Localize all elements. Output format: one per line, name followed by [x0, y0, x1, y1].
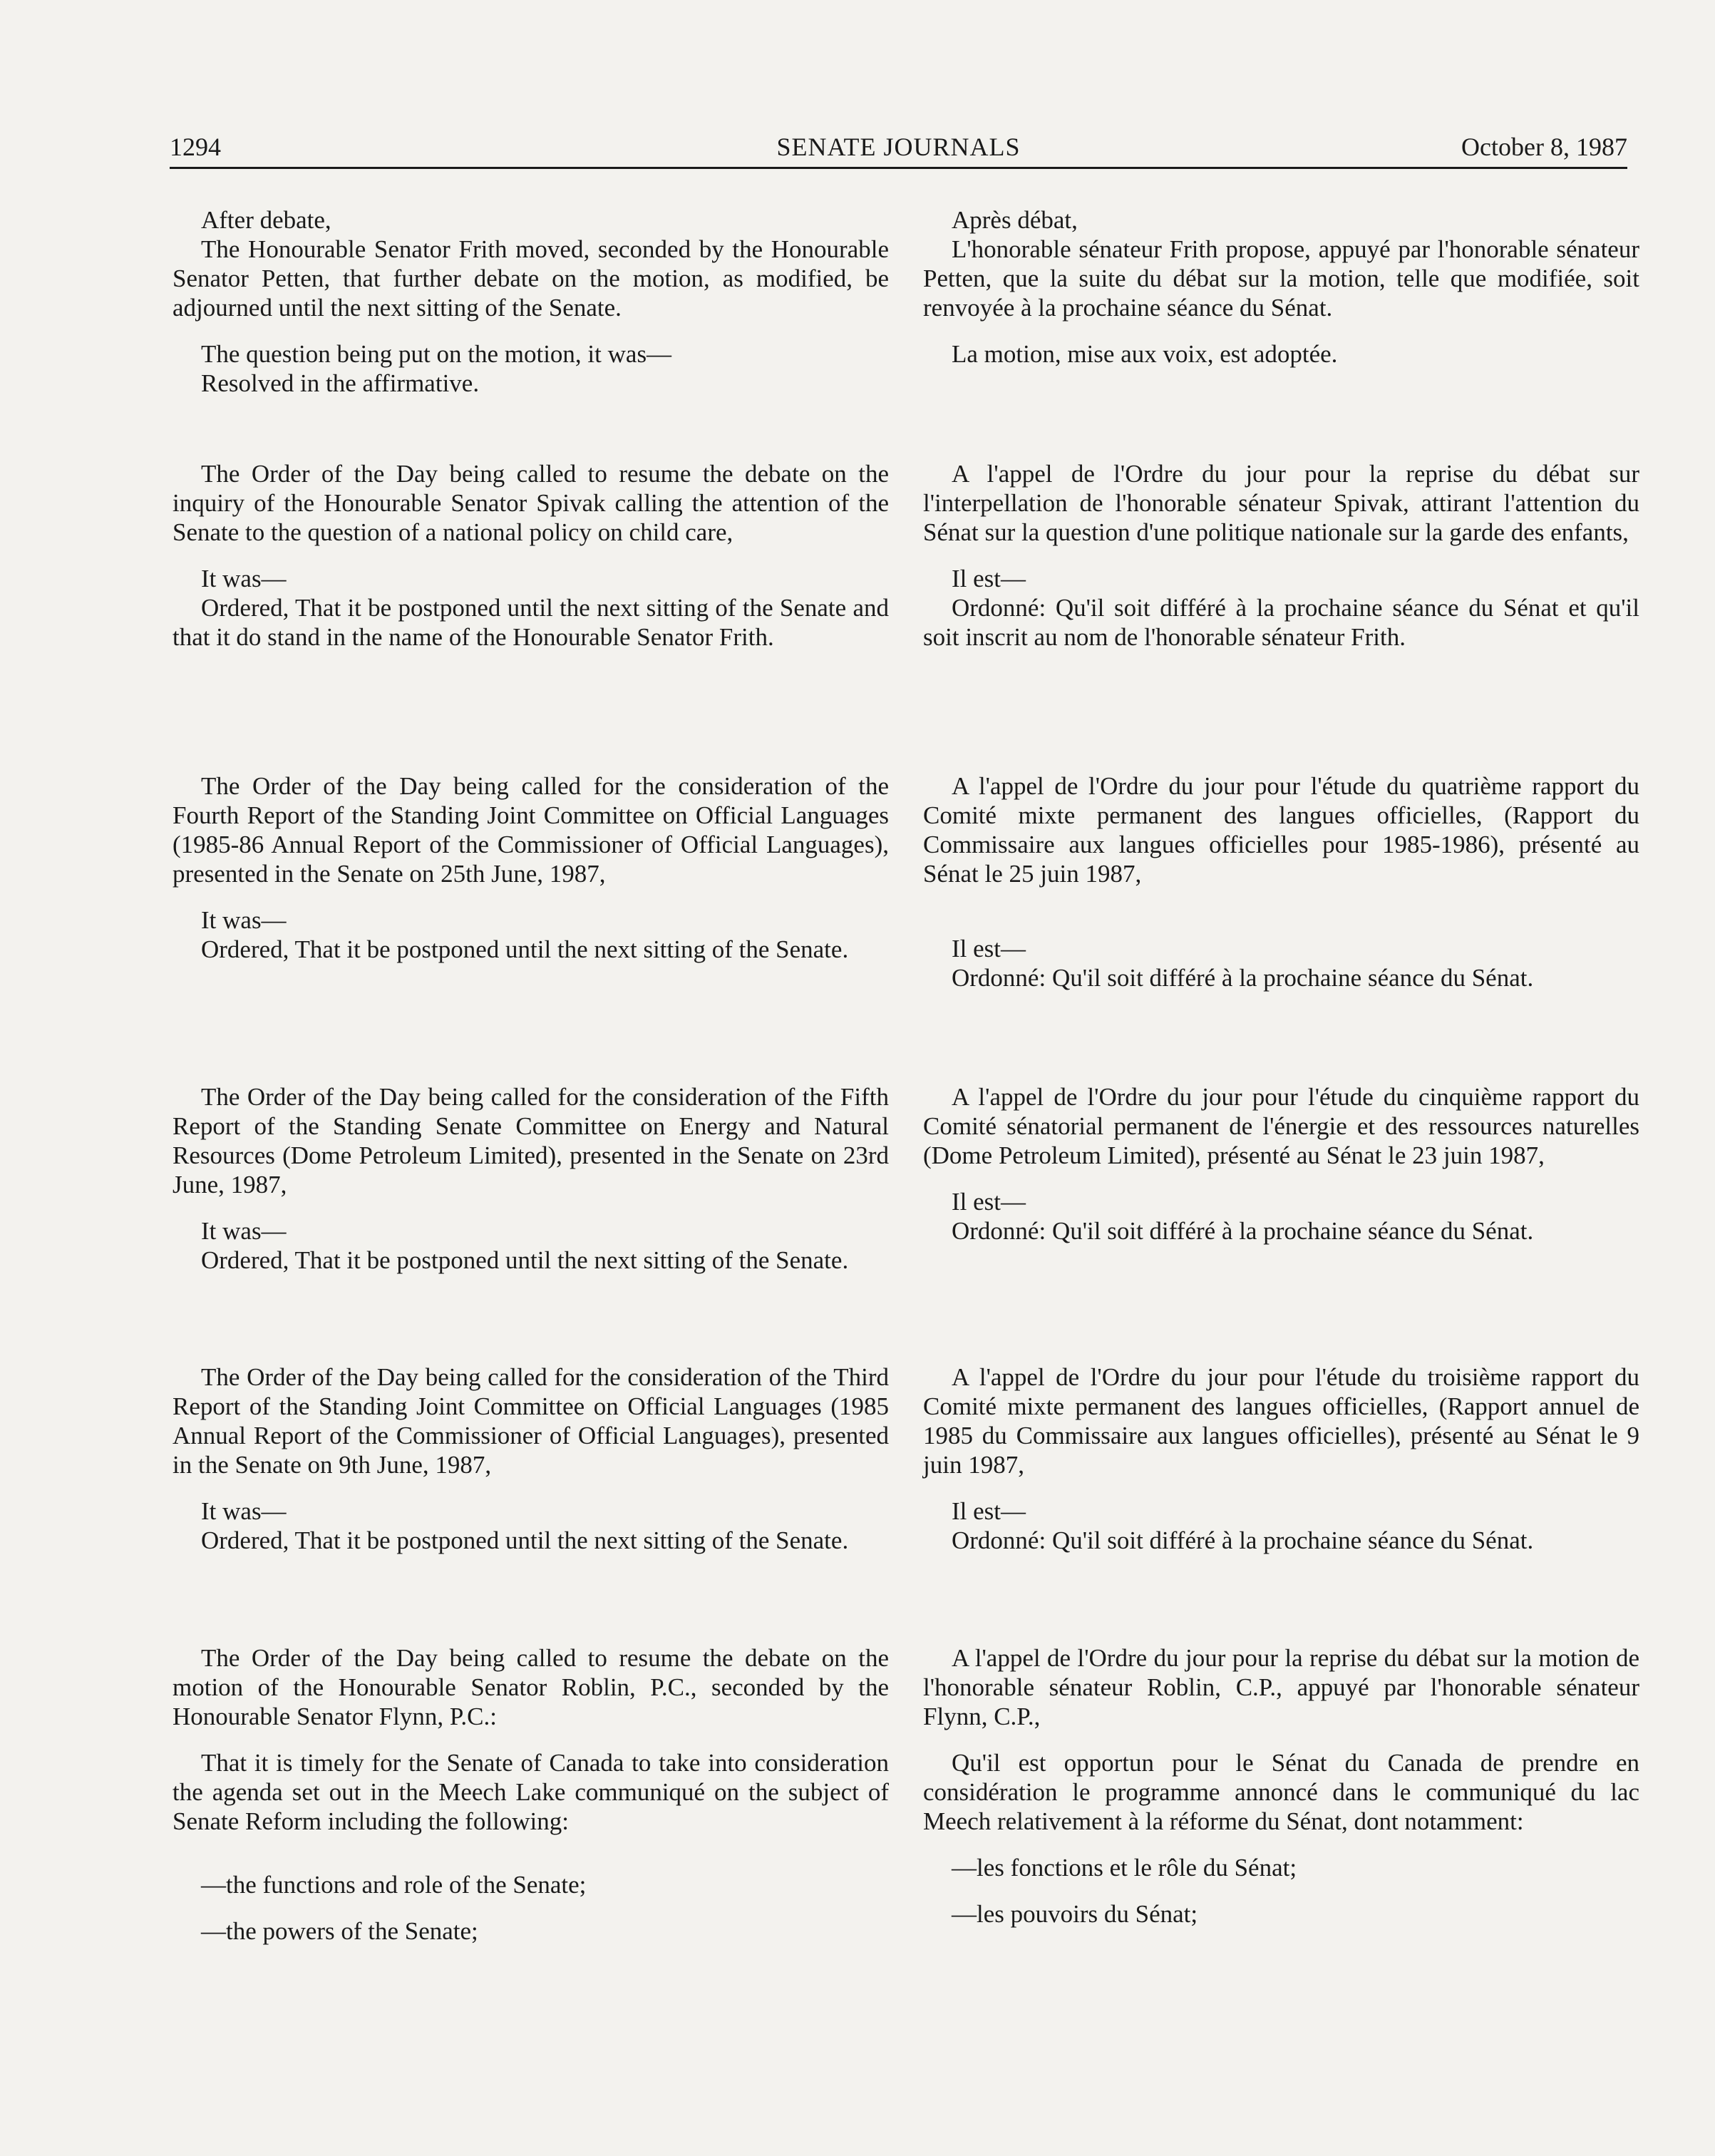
- en-paragraph: Ordered, That it be postponed until the next sitting of the Senate.: [201, 1526, 849, 1554]
- fr-paragraph: Il est—: [952, 1188, 1026, 1216]
- fr-paragraph: Il est—: [952, 935, 1026, 962]
- fr-paragraph: Ordonné: Qu'il soit différé à la prochaine séance du Sénat.: [952, 1526, 1534, 1554]
- en-block-3: [172, 771, 889, 964]
- fr-block-1: [923, 205, 1639, 369]
- fr-block-5: [923, 1362, 1639, 1555]
- fr-paragraph: —les pouvoirs du Sénat;: [952, 1900, 1198, 1928]
- en-paragraph: That it is timely for the Senate of Canada to take into consideration the agenda set out in the Meech Lake communiqué on the subject of Senate Reform including the following:: [172, 1749, 889, 1835]
- fr-paragraph: A l'appel de l'Ordre du jour pour l'étude du troisième rapport du Comité mixte permanent des langues officielles, (Rapport annuel de 1985 du Commissaire aux langues officielles), présenté au Sénat le 9 juin 1987,: [923, 1363, 1639, 1479]
- en-paragraph: The Order of the Day being called for the consideration of the Third Report of the Standing Joint Committee on Official Languages (1985 Annual Report of the Commissioner of Official Languages), presented in the Senate on 9th June, 1987,: [172, 1363, 889, 1479]
- en-paragraph: The Order of the Day being called to resume the debate on the inquiry of the Honourable Senator Spivak calling the attention of the Senate to the question of a national policy on child care,: [172, 460, 889, 546]
- en-paragraph: —the powers of the Senate;: [201, 1917, 478, 1945]
- fr-paragraph: La motion, mise aux voix, est adoptée.: [952, 340, 1338, 368]
- en-paragraph: After debate,: [201, 206, 331, 234]
- en-paragraph: The question being put on the motion, it was—: [201, 340, 672, 368]
- en-paragraph: Ordered, That it be postponed until the next sitting of the Senate and that it do stand in the name of the Honourable Senator Frith.: [172, 594, 889, 651]
- fr-paragraph: Ordonné: Qu'il soit différé à la prochaine séance du Sénat.: [952, 1217, 1534, 1245]
- en-paragraph: The Honourable Senator Frith moved, seconded by the Honourable Senator Petten, that further debate on the motion, as modified, be adjourned until the next sitting of the Senate.: [172, 235, 889, 322]
- fr-block-4: [923, 1082, 1639, 1246]
- en-paragraph: —the functions and role of the Senate;: [201, 1871, 587, 1899]
- en-paragraph: The Order of the Day being called for the consideration of the Fifth Report of the Standing Senate Committee on Energy and Natural Resources (Dome Petroleum Limited), presented in the Senate on 23rd June, 1987,: [172, 1083, 889, 1198]
- fr-block-2: [923, 459, 1639, 652]
- fr-paragraph: A l'appel de l'Ordre du jour pour l'étude du quatrième rapport du Comité mixte permanent des langues officielles, (Rapport du Commissaire aux langues officielles pour 1985-1986), présenté au Sénat le 25 juin 1987,: [923, 772, 1639, 888]
- en-block-5: [172, 1362, 889, 1555]
- en-block-6: [172, 1643, 889, 1946]
- en-paragraph: Resolved in the affirmative.: [201, 369, 480, 397]
- en-block-2: [172, 459, 889, 652]
- fr-paragraph: Qu'il est opportun pour le Sénat du Canada de prendre en considération le programme annoncé dans le communiqué du lac Meech relativement à la réforme du Sénat, dont notamment:: [923, 1749, 1639, 1835]
- fr-block-3: [923, 771, 1639, 992]
- en-paragraph: It was—: [201, 1217, 287, 1245]
- page-header: [170, 127, 1627, 167]
- journal-date: October 8, 1987: [1461, 133, 1627, 161]
- en-paragraph: It was—: [201, 565, 287, 592]
- fr-paragraph: A l'appel de l'Ordre du jour pour la reprise du débat sur l'interpellation de l'honorable sénateur Spivak, attirant l'attention du Sénat sur la question d'une politique nationale sur la garde des enfants,: [923, 460, 1639, 546]
- en-block-4: [172, 1082, 889, 1275]
- fr-paragraph: A l'appel de l'Ordre du jour pour l'étude du cinquième rapport du Comité sénatorial permanent de l'énergie et des ressources naturelles (Dome Petroleum Limited), présenté au Sénat le 23 juin 1987,: [923, 1083, 1639, 1169]
- page-number: 1294: [170, 133, 221, 161]
- journal-title: SENATE JOURNALS: [776, 133, 1021, 161]
- fr-paragraph: Ordonné: Qu'il soit différé à la prochaine séance du Sénat.: [952, 964, 1534, 992]
- en-paragraph: The Order of the Day being called to resume the debate on the motion of the Honourable Senator Roblin, P.C., seconded by the Honourable Senator Flynn, P.C.:: [172, 1644, 889, 1730]
- fr-paragraph: Il est—: [952, 565, 1026, 592]
- header-rule: [170, 167, 1627, 169]
- fr-paragraph: Il est—: [952, 1497, 1026, 1525]
- en-block-1: [172, 205, 889, 398]
- fr-paragraph: —les fonctions et le rôle du Sénat;: [952, 1854, 1297, 1882]
- fr-paragraph: L'honorable sénateur Frith propose, appuyé par l'honorable sénateur Petten, que la suite du débat sur la motion, telle que modifiée, soit renvoyée à la prochaine séance du Sénat.: [923, 235, 1639, 322]
- fr-block-6: [923, 1643, 1639, 1929]
- en-paragraph: Ordered, That it be postponed until the next sitting of the Senate.: [201, 1246, 849, 1274]
- en-paragraph: It was—: [201, 906, 287, 934]
- fr-paragraph: Ordonné: Qu'il soit différé à la prochaine séance du Sénat et qu'il soit inscrit au nom de l'honorable sénateur Frith.: [923, 594, 1639, 651]
- en-paragraph: Ordered, That it be postponed until the next sitting of the Senate.: [201, 935, 849, 963]
- en-paragraph: The Order of the Day being called for the consideration of the Fourth Report of the Standing Joint Committee on Official Languages (1985-86 Annual Report of the Commissioner of Official Languages), presented in the Senate on 25th June, 1987,: [172, 772, 889, 888]
- en-paragraph: It was—: [201, 1497, 287, 1525]
- fr-paragraph: Après débat,: [952, 206, 1078, 234]
- fr-paragraph: A l'appel de l'Ordre du jour pour la reprise du débat sur la motion de l'honorable sénateur Roblin, C.P., appuyé par l'honorable sénateur Flynn, C.P.,: [923, 1644, 1639, 1730]
